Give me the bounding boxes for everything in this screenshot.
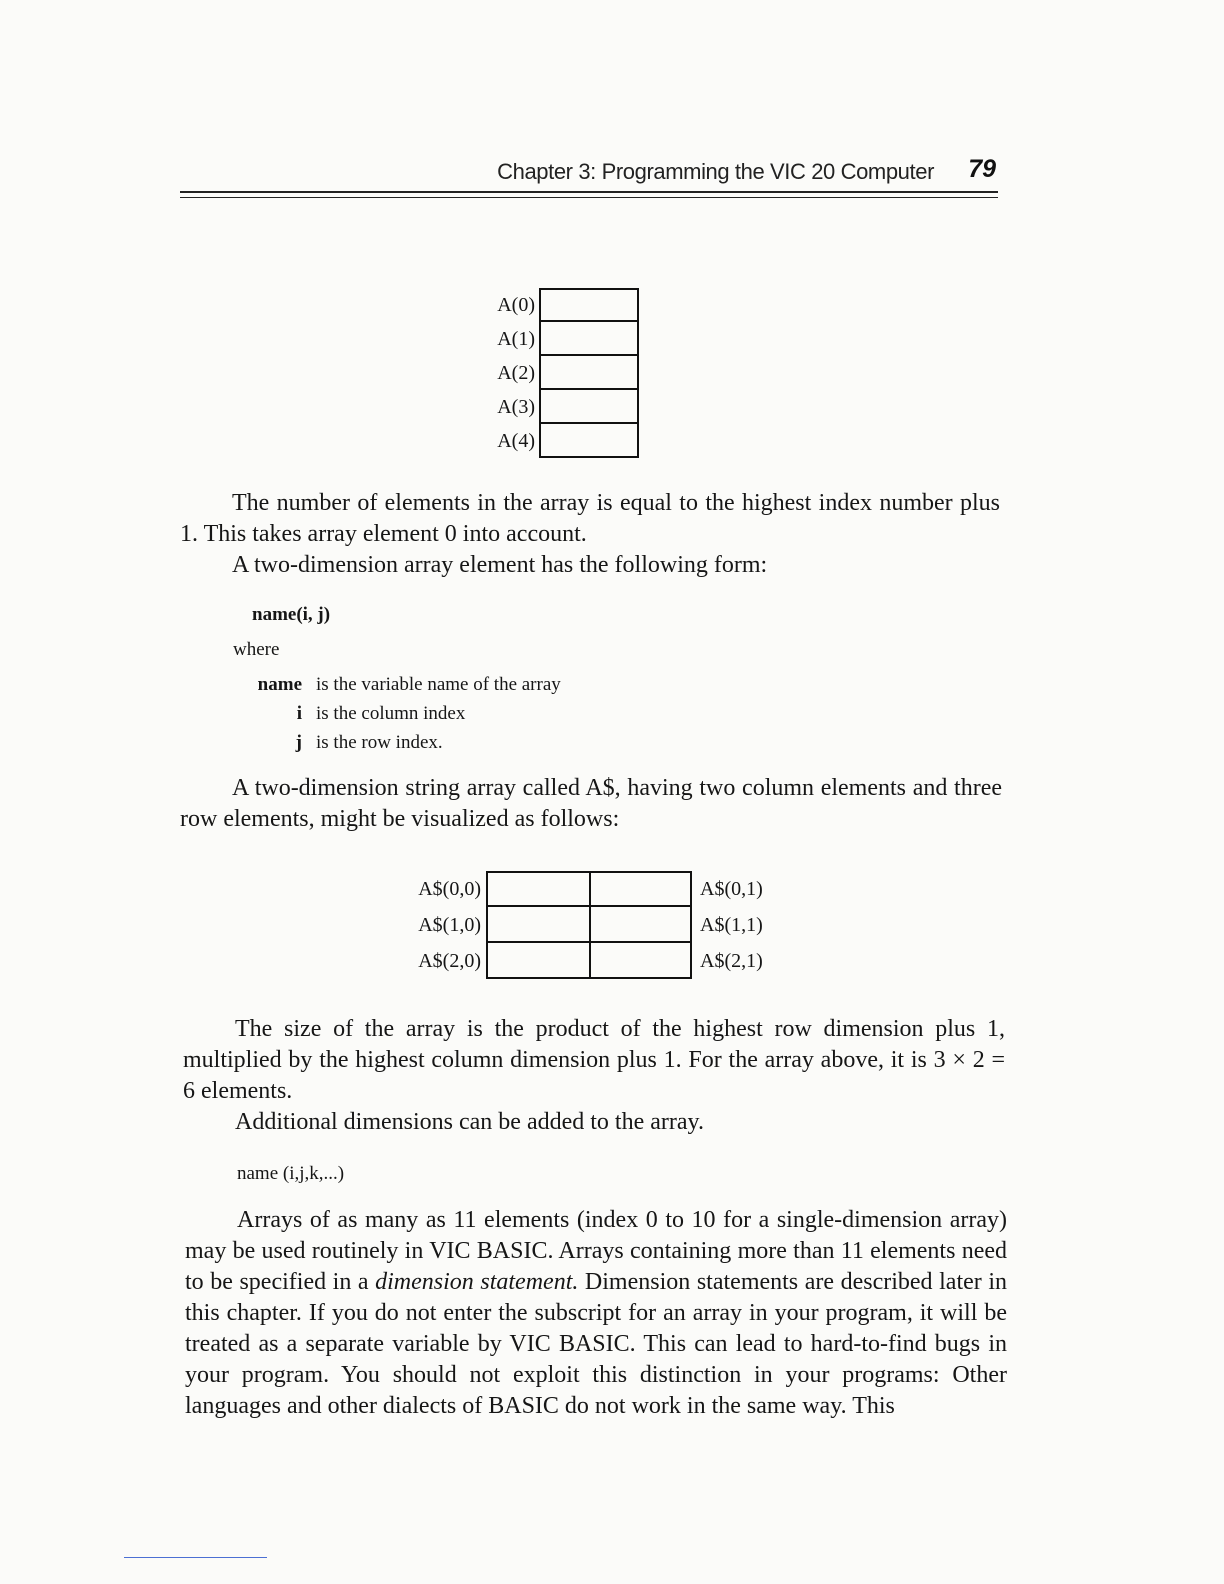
page-number: 79 — [968, 155, 996, 183]
footnote-rule — [124, 1557, 267, 1558]
array-cell — [589, 943, 692, 979]
array-cell — [539, 356, 639, 390]
array-element-label: A$(2,1) — [700, 949, 763, 972]
array-row — [405, 871, 763, 907]
paragraph-string-array: A two-dimension string array called A$, having two column elements and three row elements, might be visualized as follows: — [180, 775, 1002, 832]
paragraph-two-dim-form: A two-dimension array element has the following form: — [232, 552, 768, 578]
array-row — [480, 288, 639, 322]
array-row — [405, 907, 763, 943]
paragraph-text: Arrays of as many as 11 elements (index 0 to 10 for a single-dimension array) may be used routinely in VIC BASIC. Arrays containing more than 11 elements need to be specified in a — [185, 1207, 1007, 1295]
array-cell — [539, 322, 639, 356]
array-element-label: A(4) — [497, 429, 535, 452]
array-element-label: A(2) — [497, 361, 535, 384]
chapter-title: Chapter 3: Programming the VIC 20 Computer — [497, 159, 934, 184]
header-rule-thin — [180, 197, 998, 198]
array-cell — [589, 907, 692, 943]
array-element-label: A(1) — [497, 327, 535, 350]
one-dimension-array-figure — [480, 288, 639, 458]
paragraph-array-size: The number of elements in the array is equal to the highest index number plus 1. This takes array element 0 into account. — [180, 490, 1000, 547]
paragraph-text: Dimension statements are described later in this chapter. If you do not enter the subscript for an array in your program, it will be treated as a separate variable by VIC BASIC. This can lead to hard-to-find bugs in your program. You should not exploit this distinction in your programs: Other languages and other dialects of BASIC do not work in the same way. This — [185, 1269, 1007, 1419]
array-element-label: A$(2,0) — [418, 949, 481, 972]
array-row — [480, 356, 639, 390]
paragraph-dimension-statement — [185, 1205, 1007, 1422]
definition-desc: is the variable name of the array — [316, 673, 561, 695]
array-row — [480, 322, 639, 356]
array-element-label: A$(0,1) — [700, 877, 763, 900]
array-element-label: A(3) — [497, 395, 535, 418]
array-element-label: A(0) — [497, 293, 535, 316]
definition-term: name — [257, 673, 302, 695]
page-header — [180, 155, 998, 205]
array-cell — [539, 288, 639, 322]
array-element-label: A$(0,0) — [418, 877, 481, 900]
array-cell — [486, 871, 589, 907]
array-row — [480, 424, 639, 458]
header-rule — [180, 191, 998, 193]
array-cell — [486, 943, 589, 979]
definition-term: j — [295, 731, 302, 753]
emphasis-dimension-statement: dimension statement. — [375, 1269, 579, 1295]
array-cell — [589, 871, 692, 907]
array-cell — [539, 390, 639, 424]
array-row — [405, 943, 763, 979]
array-cell — [486, 907, 589, 943]
definition-row — [240, 728, 561, 757]
code-multi-dimension: name (i,j,k,...) — [237, 1163, 345, 1184]
definition-term: i — [296, 702, 302, 724]
definition-row — [240, 670, 561, 699]
definition-desc: is the row index. — [316, 731, 443, 753]
code-form: name(i, j) — [252, 604, 331, 625]
array-element-label: A$(1,0) — [418, 913, 481, 936]
paragraph-array-product: The size of the array is the product of the highest row dimension plus 1, multiplied by the highest column dimension plus 1. For the array above, it is 3 × 2 = 6 elements. — [183, 1016, 1005, 1104]
array-element-label: A$(1,1) — [700, 913, 763, 936]
array-row — [480, 390, 639, 424]
array-cell — [539, 424, 639, 458]
definition-list — [240, 670, 561, 757]
code-where: where — [233, 639, 280, 660]
two-dimension-array-figure — [405, 871, 763, 979]
paragraph-additional-dimensions: Additional dimensions can be added to the array. — [235, 1109, 704, 1135]
definition-row — [240, 699, 561, 728]
definition-desc: is the column index — [316, 702, 466, 724]
